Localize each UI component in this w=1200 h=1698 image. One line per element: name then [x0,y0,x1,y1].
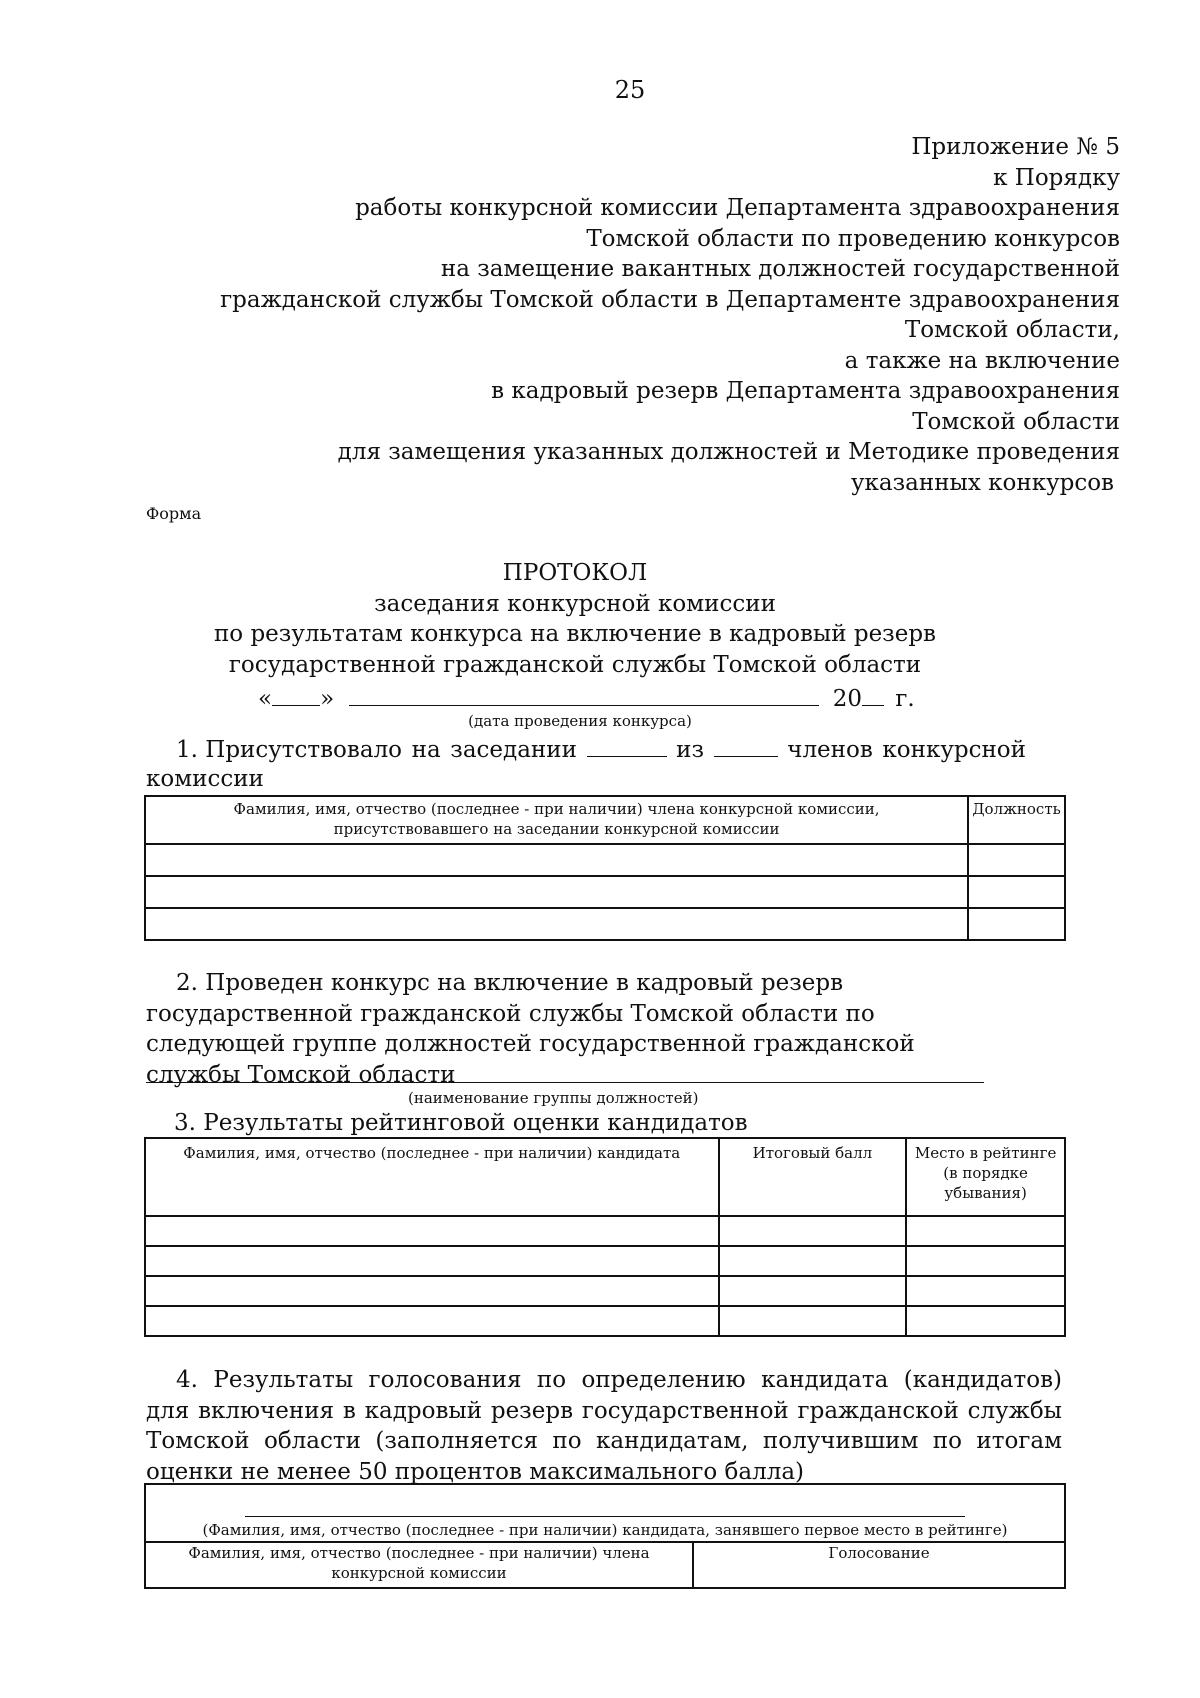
table-row [145,1484,1065,1542]
appendix-line: к Порядку [993,164,1120,191]
table-cell[interactable] [145,876,968,908]
appendix-line: Томской области по проведению конкурсов [586,225,1120,252]
table-cell[interactable] [145,1306,719,1336]
month-blank[interactable] [349,683,819,706]
section-1 [146,736,1026,794]
table-cell[interactable] [145,908,968,940]
appendix-line: в кадровый резерв Департамента здравоохранения [491,378,1120,404]
voting-table [144,1483,1066,1589]
appendix-block [220,132,1120,498]
protocol-title: ПРОТОКОЛ [502,560,648,586]
table-cell[interactable] [145,1216,719,1246]
candidate-name-header: Фамилия, имя, отчество (последнее - при наличии) кандидата [145,1138,719,1216]
form-label: Форма [146,504,202,523]
table-cell[interactable] [145,1276,719,1306]
table-cell[interactable] [906,1216,1065,1246]
date-caption: (дата проведения конкурса) [468,712,692,730]
protocol-subtitle-line: по результатам конкурса на включение в кадровый резерв [213,621,937,647]
table-row [145,844,1065,876]
date-open-quote: « [258,686,273,712]
appendix-line: гражданской службы Томской области в Департаменте здравоохранения [220,286,1120,313]
vote-header: Голосование [693,1542,1065,1588]
section-1-word: 1. Присутствовало [176,737,403,763]
section-2-text: 2. Проведен конкурс на включение в кадровый резерв государственной гражданской службы Томской области по следующей группе должностей государственной гражданской службы Томской области [146,970,915,1088]
attendance-table [144,795,1066,941]
table-cell[interactable] [719,1246,907,1276]
table-cell[interactable] [968,876,1065,908]
table-header-row [145,1138,1065,1216]
table-row [145,1216,1065,1246]
table-row [145,876,1065,908]
member-name-header: Фамилия, имя, отчество (последнее - при наличии) члена конкурсной комиссии [145,1542,693,1588]
section-2 [146,968,986,1090]
appendix-line: Томской области [912,408,1120,435]
section-4-text: 4. Результаты голосования по определению кандидата (кандидатов) для включения в кадровый резерв государственной гражданской службы Томской области (заполняется по кандидатам, получившим по итогам оценки не менее 50 процентов максимального балла) [146,1367,1062,1485]
group-caption: (наименование группы должностей) [408,1089,699,1107]
candidate-cell[interactable] [145,1484,1065,1542]
section-1-line-2: комиссии [146,766,264,792]
rating-place-header: Место в рейтинге (в порядке убывания) [906,1138,1065,1216]
present-count-blank[interactable] [587,736,667,757]
member-name-header: Фамилия, имя, отчество (последнее - при наличии) члена конкурсной комиссии, присутствовавшего на заседании конкурсной комиссии [145,796,968,844]
section-4 [146,1365,1062,1487]
appendix-line: для замещения указанных должностей и Методике проведения [337,439,1120,465]
page-number: 25 [614,76,646,104]
table-cell[interactable] [906,1306,1065,1336]
table-row [145,908,1065,940]
section-3-title: 3. Результаты рейтинговой оценки кандидатов [174,1110,748,1136]
year-blank[interactable] [862,683,884,706]
total-count-blank[interactable] [714,736,778,757]
table-row [145,1276,1065,1306]
candidate-caption: (Фамилия, имя, отчество (последнее - при наличии) кандидата, занявшего первое место в рейтинге) [202,1521,1008,1539]
table-row [145,1306,1065,1336]
table-cell[interactable] [145,844,968,876]
day-blank[interactable] [272,683,320,706]
table-cell[interactable] [906,1246,1065,1276]
date-close-quote: » [320,686,335,712]
table-cell[interactable] [906,1276,1065,1306]
position-header: Должность [968,796,1065,844]
appendix-line: а также на включение [844,347,1120,374]
protocol-subtitle-line: заседания конкурсной комиссии [374,590,776,617]
appendix-line: указанных конкурсов [851,469,1114,496]
section-1-word: на [411,737,441,763]
total-score-header: Итоговый балл [719,1138,907,1216]
year-suffix: г. [895,686,915,712]
year-prefix: 20 [832,686,863,712]
table-header-row [145,796,1065,844]
table-row [145,1246,1065,1276]
date-line [258,683,915,712]
section-1-word: из [676,737,705,763]
table-cell[interactable] [968,844,1065,876]
appendix-line: Томской области, [904,317,1120,343]
section-1-word: заседании [450,737,577,763]
protocol-heading [190,558,960,680]
appendix-line: на замещение вакантных должностей государственной [440,256,1120,282]
section-1-word: членов [787,737,873,763]
appendix-line: Приложение № 5 [911,134,1120,160]
table-cell[interactable] [719,1216,907,1246]
section-1-word: конкурсной [882,737,1026,763]
appendix-line: работы конкурсной комиссии Департамента здравоохранения [355,195,1120,221]
candidate-name-blank[interactable] [245,1492,965,1517]
table-cell[interactable] [719,1306,907,1336]
table-cell[interactable] [719,1276,907,1306]
group-name-blank[interactable] [146,1082,984,1083]
table-cell[interactable] [145,1246,719,1276]
protocol-subtitle-line: государственной гражданской службы Томской области [228,651,922,678]
rating-table [144,1137,1066,1337]
table-header-row [145,1542,1065,1588]
table-cell[interactable] [968,908,1065,940]
